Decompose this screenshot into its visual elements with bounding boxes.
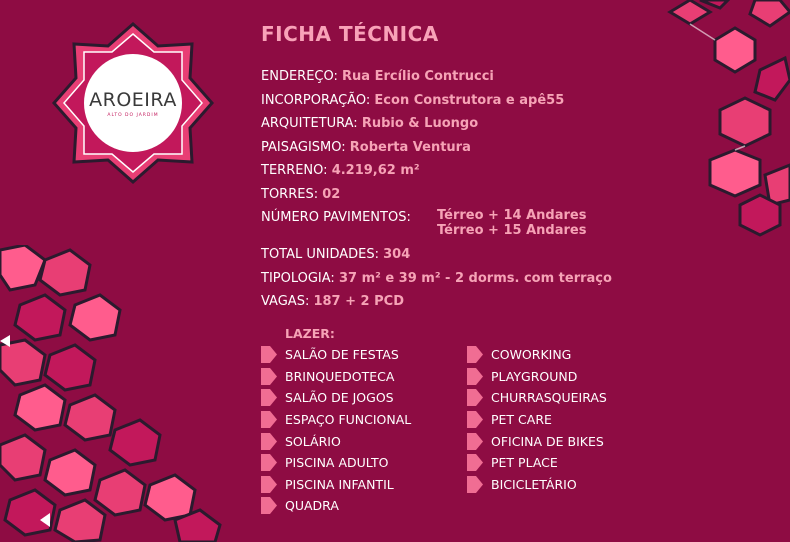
pentagon-bullet-icon	[261, 368, 277, 385]
pentagon-bullet-icon	[467, 411, 483, 428]
list-item-label: PISCINA ADULTO	[285, 455, 389, 471]
list-item	[261, 366, 411, 388]
spec-row-torres	[261, 185, 612, 209]
list-item	[261, 344, 411, 366]
floors-values	[437, 208, 586, 238]
list-item-label: PISCINA INFANTIL	[285, 476, 394, 492]
list-item-label: SALÃO DE FESTAS	[285, 347, 399, 363]
pentagon-bullet-icon	[261, 497, 277, 514]
list-item	[467, 474, 607, 496]
list-item	[261, 430, 411, 452]
list-item	[467, 409, 607, 431]
decorative-pattern-bottom-left	[0, 245, 230, 542]
spec-label: VAGAS:	[261, 294, 310, 309]
list-item	[261, 452, 411, 474]
pentagon-bullet-icon	[261, 454, 277, 471]
spec-row-endereco	[261, 67, 612, 91]
spec-label: ENDEREÇO:	[261, 69, 338, 84]
list-item-label: CHURRASQUEIRAS	[491, 390, 607, 406]
decorative-pattern-top-right	[660, 0, 790, 245]
list-item-label: ESPAÇO FUNCIONAL	[285, 412, 412, 428]
spec-row-tipologia	[261, 269, 612, 293]
page-title: FICHA TÉCNICA	[261, 22, 439, 46]
list-item-label: BRINQUEDOTECA	[285, 368, 395, 384]
spec-label: TORRES:	[261, 186, 319, 202]
list-item	[467, 430, 607, 452]
list-item-label: BICICLETÁRIO	[491, 476, 577, 492]
spec-row-arquitetura	[261, 114, 612, 138]
pentagon-bullet-icon	[467, 346, 483, 363]
floors-value-1: Térreo + 14 Andares	[437, 208, 587, 223]
spec-label: TIPOLOGIA:	[261, 270, 335, 286]
spec-value: Econ Construtora e apê55	[374, 92, 565, 108]
pentagon-bullet-icon	[467, 454, 483, 471]
spec-value: Rubio & Luongo	[361, 116, 479, 131]
lazer-heading: LAZER:	[285, 326, 335, 341]
list-item	[261, 409, 411, 431]
list-item-label: PET PLACE	[491, 455, 558, 471]
spec-row-paisagismo	[261, 138, 612, 162]
logo-tagline: ALTO DO JARDIM	[107, 112, 159, 118]
lazer-list-left	[261, 344, 411, 517]
list-item	[467, 452, 607, 474]
spec-row-unidades	[261, 245, 612, 269]
pentagon-bullet-icon	[467, 476, 483, 493]
spec-value: 37 m² e 39 m² - 2 dorms. com terraço	[338, 270, 612, 286]
list-item-label: PET CARE	[491, 412, 552, 428]
logo-badge	[84, 54, 182, 152]
pentagon-bullet-icon	[261, 411, 277, 428]
spec-label: INCORPORAÇÃO:	[261, 92, 371, 108]
pentagon-bullet-icon	[467, 389, 483, 406]
spec-row-vagas	[261, 292, 612, 316]
list-item-label: OFICINA DE BIKES	[491, 433, 604, 449]
pentagon-bullet-icon	[261, 346, 277, 363]
spec-value: 4.219,62 m²	[331, 163, 420, 178]
floors-value-2: Térreo + 15 Andares	[437, 223, 587, 238]
pentagon-bullet-icon	[467, 368, 483, 385]
pentagon-bullet-icon	[467, 433, 483, 450]
pentagon-bullet-icon	[261, 476, 277, 493]
lazer-list-right	[467, 344, 607, 495]
logo-name: AROEIRA	[89, 88, 177, 111]
spec-label: PAISAGISMO:	[261, 139, 346, 155]
spec-list	[261, 67, 612, 316]
list-item-label: COWORKING	[491, 347, 572, 363]
logo	[52, 22, 214, 184]
spec-label: TOTAL UNIDADES:	[261, 247, 379, 262]
list-item	[261, 474, 411, 496]
list-item-label: SOLÁRIO	[285, 433, 341, 449]
list-item	[467, 366, 607, 388]
spec-value: Roberta Ventura	[349, 139, 471, 155]
list-item	[261, 387, 411, 409]
pentagon-bullet-icon	[261, 433, 277, 450]
spec-value: 187 + 2 PCD	[313, 294, 404, 309]
spec-value: Rua Ercílio Contrucci	[342, 69, 494, 84]
spec-value: 02	[322, 186, 341, 202]
list-item-label: SALÃO DE JOGOS	[285, 390, 394, 406]
spec-label: ARQUITETURA:	[261, 116, 358, 131]
list-item-label: QUADRA	[285, 498, 339, 514]
list-item	[261, 495, 411, 517]
spec-label: NÚMERO PAVIMENTOS:	[261, 210, 411, 225]
spec-label: TERRENO:	[261, 163, 328, 178]
list-item	[467, 387, 607, 409]
list-item-label: PLAYGROUND	[491, 368, 578, 384]
spec-value: 304	[383, 247, 411, 262]
pentagon-bullet-icon	[261, 389, 277, 406]
list-item	[467, 344, 607, 366]
spec-row-terreno	[261, 161, 612, 185]
spec-row-incorporacao	[261, 91, 612, 115]
